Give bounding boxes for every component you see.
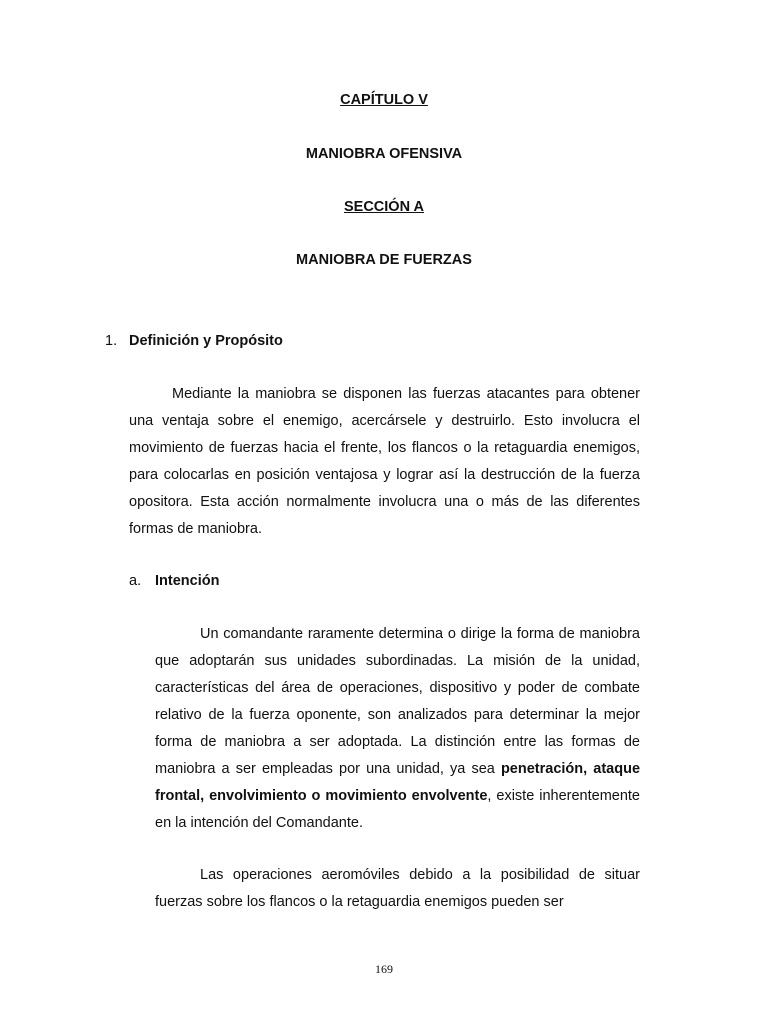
chapter-heading: CAPÍTULO V xyxy=(340,92,428,108)
item-1-title: Definición y Propósito xyxy=(129,333,283,349)
page-number: 169 xyxy=(375,962,393,976)
item-1-paragraph xyxy=(129,381,640,543)
item-1-paragraph-text: Mediante la maniobra se disponen las fuerzas atacantes para obtener una ventaja sobre el enemigo, acercársele y destruirlo. Esto involucra el movimiento de fuerzas hacia el frente, los flancos o la retaguardia enemigos, para colocarlas en posición ventajosa y lograr así la destrucción de la fuerza opositora. Esta acción normalmente involucra una o más de las diferentes formas de maniobra. xyxy=(129,386,640,537)
item-a-paragraph-2 xyxy=(155,862,640,916)
item-a-letter: a. xyxy=(129,573,142,589)
section-heading: SECCIÓN A xyxy=(343,199,425,215)
item-a-paragraph-2-text: Las operaciones aeromóviles debido a la posibilidad de situar fuerzas sobre los flancos o la retaguardia enemigos pueden ser xyxy=(155,867,640,910)
section-title: MANIOBRA DE FUERZAS xyxy=(296,252,472,268)
item-a-paragraph-1-bold-terms: penetración, ataque frontal, envolvimiento o movimiento envolvente xyxy=(155,761,641,804)
item-a-heading xyxy=(129,572,649,590)
item-a-title: Intención xyxy=(155,573,220,589)
item-a-paragraph-1-ending: , existe inherentemente en la intención del Comandante. xyxy=(155,788,640,831)
item-1-number: 1. xyxy=(105,333,118,349)
item-a-paragraph-1 xyxy=(155,621,640,837)
item-a-paragraph-1-text: Un comandante raramente determina o dirige la forma de maniobra que adoptarán sus unidades subordinadas. La misión de la unidad, características del área de operaciones, dispositivo y poder de combate relativo de la fuerza oponente, son analizados para determinar la mejor forma de maniobra a ser adoptada. La distinción entre las formas de maniobra a ser empleadas por una unidad, ya sea xyxy=(155,626,640,777)
chapter-title: MANIOBRA OFENSIVA xyxy=(305,146,463,162)
item-1-heading xyxy=(105,332,665,350)
